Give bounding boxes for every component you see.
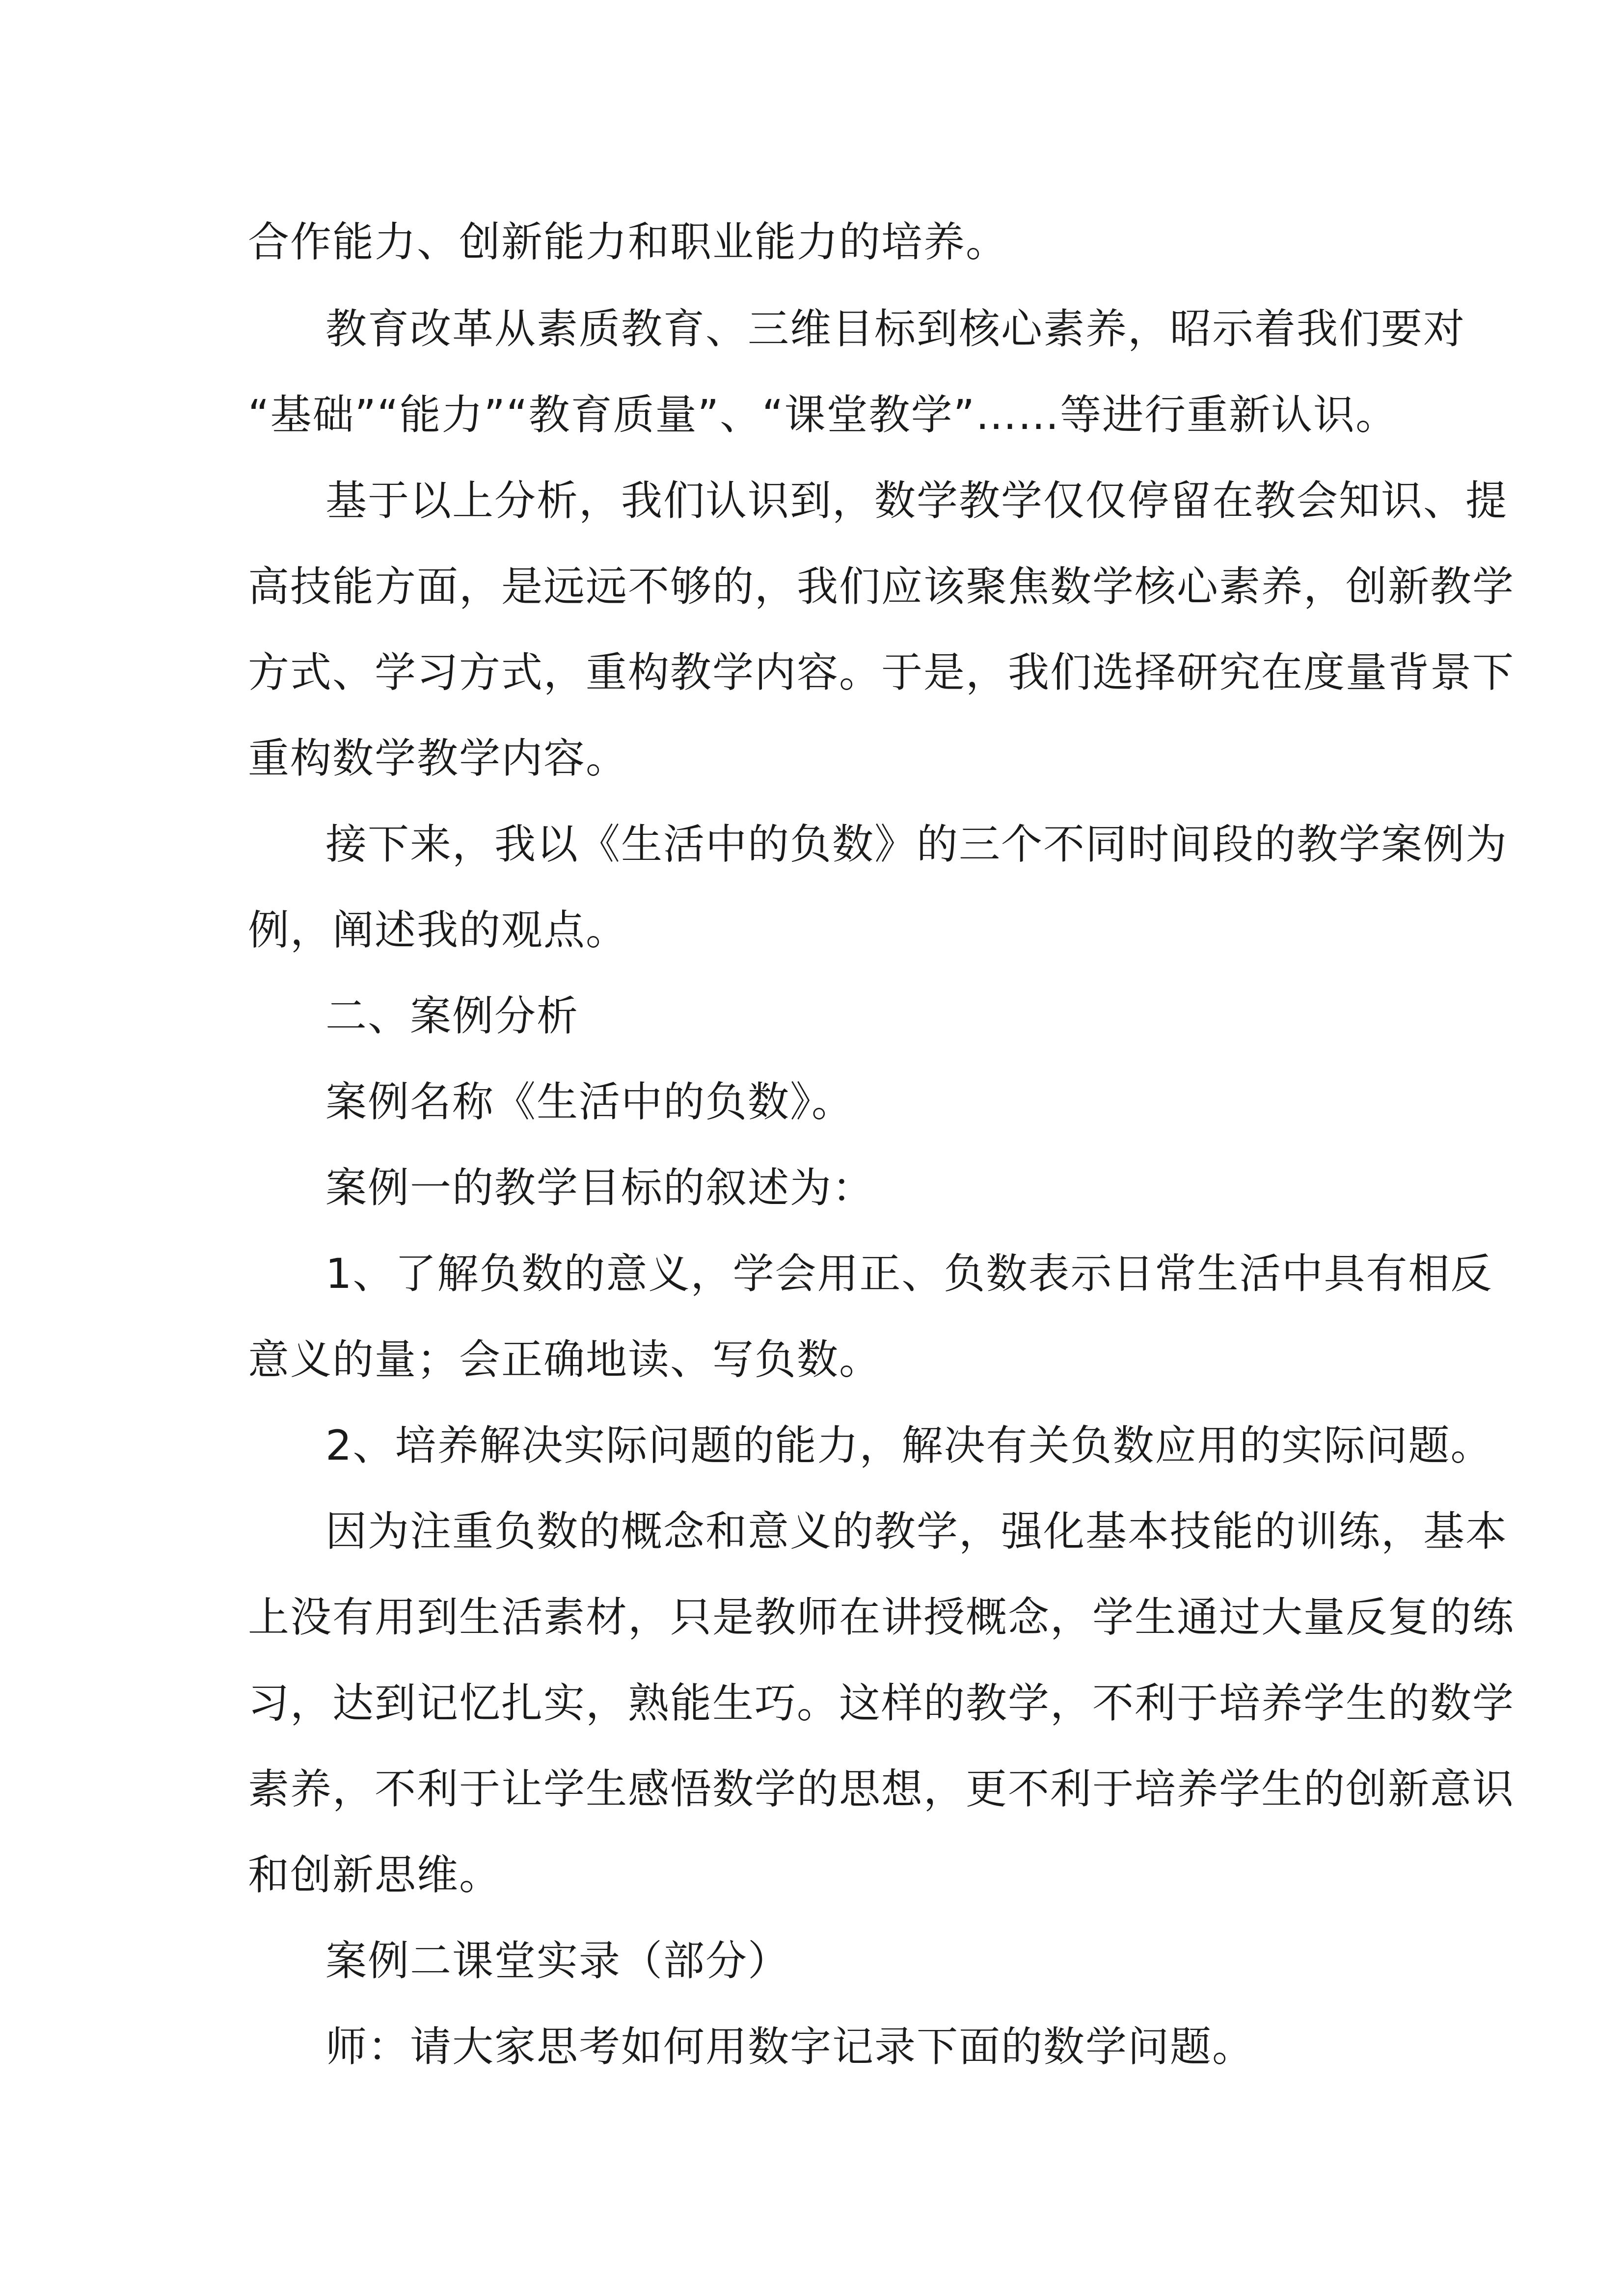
text-line: 和创新思维。 bbox=[248, 1851, 502, 1899]
text-line: 重构数学教学内容。 bbox=[248, 734, 628, 782]
text-line: 高技能方面，是远远不够的，我们应该聚焦数学核心素养，创新教学 bbox=[248, 562, 1515, 611]
text-line: 基于以上分析，我们认识到，数学教学仅仅停留在教会知识、提 bbox=[325, 477, 1508, 525]
text-line: “基础”“能力”“教育质量”、“课堂教学”……等进行重新认识。 bbox=[248, 391, 1398, 439]
text-line: 例，阐述我的观点。 bbox=[248, 906, 628, 954]
text-line: 合作能力、创新能力和职业能力的培养。 bbox=[248, 218, 1008, 266]
text-line: 接下来，我以《生活中的负数》的三个不同时间段的教学案例为 bbox=[325, 820, 1508, 868]
text-line: 习，达到记忆扎实，熟能生巧。这样的教学，不利于培养学生的数学 bbox=[248, 1679, 1515, 1727]
section-heading: 二、案例分析 bbox=[325, 992, 579, 1040]
text-line: 上没有用到生活素材，只是教师在讲授概念，学生通过大量反复的练 bbox=[248, 1593, 1515, 1641]
text-line: 素养，不利于让学生感悟数学的思想，更不利于培养学生的创新意识 bbox=[248, 1765, 1515, 1813]
text-line: 案例一的教学目标的叙述为： bbox=[325, 1164, 875, 1212]
text-line: 意义的量；会正确地读、写负数。 bbox=[248, 1335, 882, 1384]
text-line: 方式、学习方式，重构教学内容。于是，我们选择研究在度量背景下 bbox=[248, 648, 1515, 696]
list-item: 1、了解负数的意义，学会用正、负数表示日常生活中具有相反 bbox=[325, 1250, 1493, 1298]
text-line: 师：请大家思考如何用数字记录下面的数学问题。 bbox=[325, 2023, 1255, 2071]
text-line: 教育改革从素质教育、三维目标到核心素养，昭示着我们要对 bbox=[325, 305, 1466, 353]
text-line: 因为注重负数的概念和意义的教学，强化基本技能的训练，基本 bbox=[325, 1507, 1508, 1555]
text-line: 案例名称《生活中的负数》。 bbox=[325, 1078, 854, 1126]
text-line: 案例二课堂实录（部分） bbox=[325, 1937, 790, 1985]
list-item: 2、培养解决实际问题的能力，解决有关负数应用的实际问题。 bbox=[325, 1421, 1493, 1469]
